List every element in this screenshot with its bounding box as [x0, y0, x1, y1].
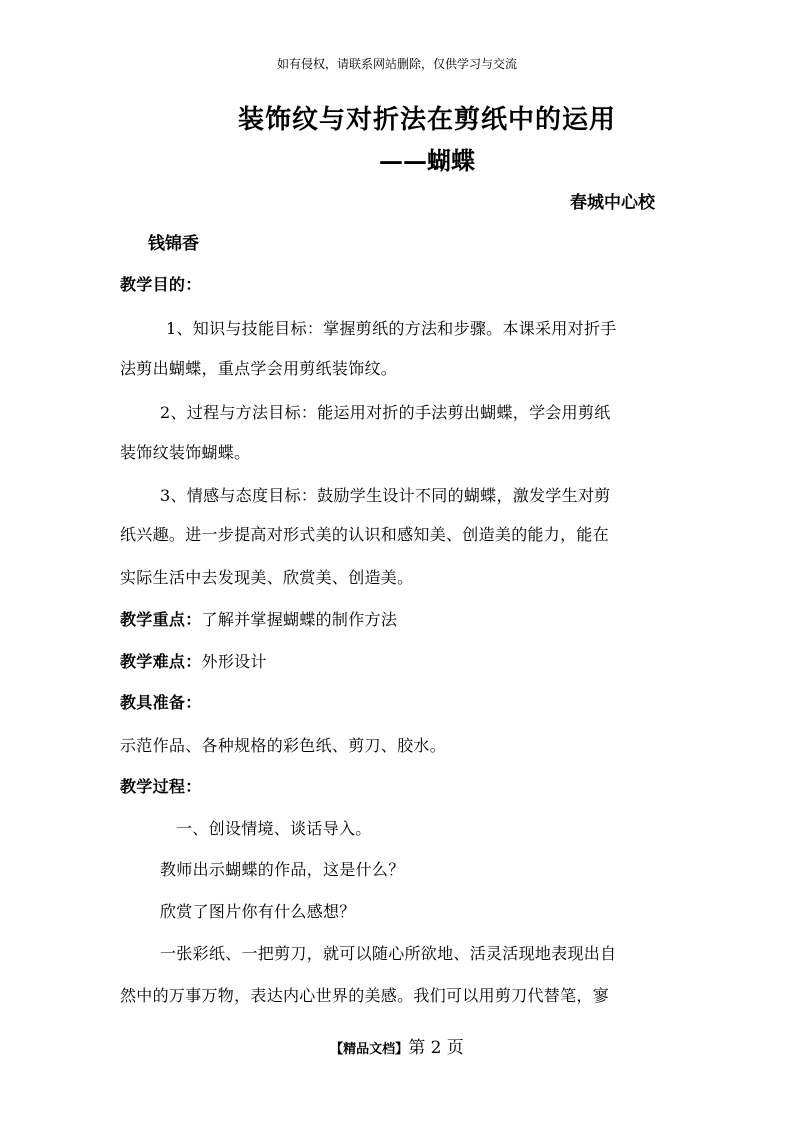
footer-tag: 【精品文档】	[330, 1042, 409, 1057]
difficulty-label: 教学难点：	[120, 652, 202, 671]
document-subtitle: ——蝴蝶	[379, 146, 475, 175]
author-name: 钱锦香	[148, 234, 199, 254]
paragraph-3-line-2: 然中的万事万物，表达内心世界的美感。我们可以用剪刀代替笔，寥	[120, 986, 610, 1005]
objective-3-line-1: 3、情感与态度目标：鼓励学生设计不同的蝴蝶，激发学生对剪	[160, 486, 611, 505]
objective-3-line-3: 实际生活中去发现美、欣赏美、创造美。	[120, 568, 414, 587]
document-title: 装饰纹与对折法在剪纸中的运用	[237, 105, 616, 135]
school-name: 春城中心校	[570, 193, 655, 213]
key-point-text: 了解并掌握蝴蝶的制作方法	[201, 610, 398, 629]
copyright-notice: 如有侵权，请联系网站删除，仅供学习与交流	[276, 57, 517, 71]
key-point-label: 教学重点：	[120, 610, 202, 629]
page-number: 第 2 页	[408, 1038, 464, 1058]
materials-text: 示范作品、各种规格的彩色纸、剪刀、胶水。	[120, 736, 447, 755]
step-1-heading: 一、创设情境、谈话导入。	[176, 819, 372, 838]
paragraph-3-line-1: 一张彩纸、一把剪刀，就可以随心所欲地、活灵活现地表现出自	[160, 944, 617, 963]
difficulty-row	[120, 649, 267, 672]
objectives-heading: 教学目的：	[120, 275, 202, 294]
materials-heading: 教具准备：	[120, 693, 202, 712]
objective-3-line-2: 纸兴趣。进一步提高对形式美的认识和感知美、创造美的能力，能在	[120, 525, 610, 544]
objective-2-line-2: 装饰纹装饰蝴蝶。	[120, 443, 251, 462]
difficulty-text: 外形设计	[201, 652, 267, 671]
objective-1-line-2: 法剪出蝴蝶，重点学会用剪纸装饰纹。	[120, 359, 398, 378]
paragraph-2: 欣赏了图片你有什么感想？	[160, 902, 356, 921]
page-footer	[0, 1033, 794, 1058]
objective-2-line-1: 2、过程与方法目标：能运用对折的手法剪出蝴蝶，学会用剪纸	[160, 403, 611, 422]
process-heading: 教学过程：	[120, 777, 202, 796]
objective-1-line-1: 1、知识与技能目标：掌握剪纸的方法和步骤。本课采用对折手	[166, 319, 617, 338]
key-point-row	[120, 607, 397, 630]
paragraph-1: 教师出示蝴蝶的作品，这是什么？	[160, 860, 405, 879]
